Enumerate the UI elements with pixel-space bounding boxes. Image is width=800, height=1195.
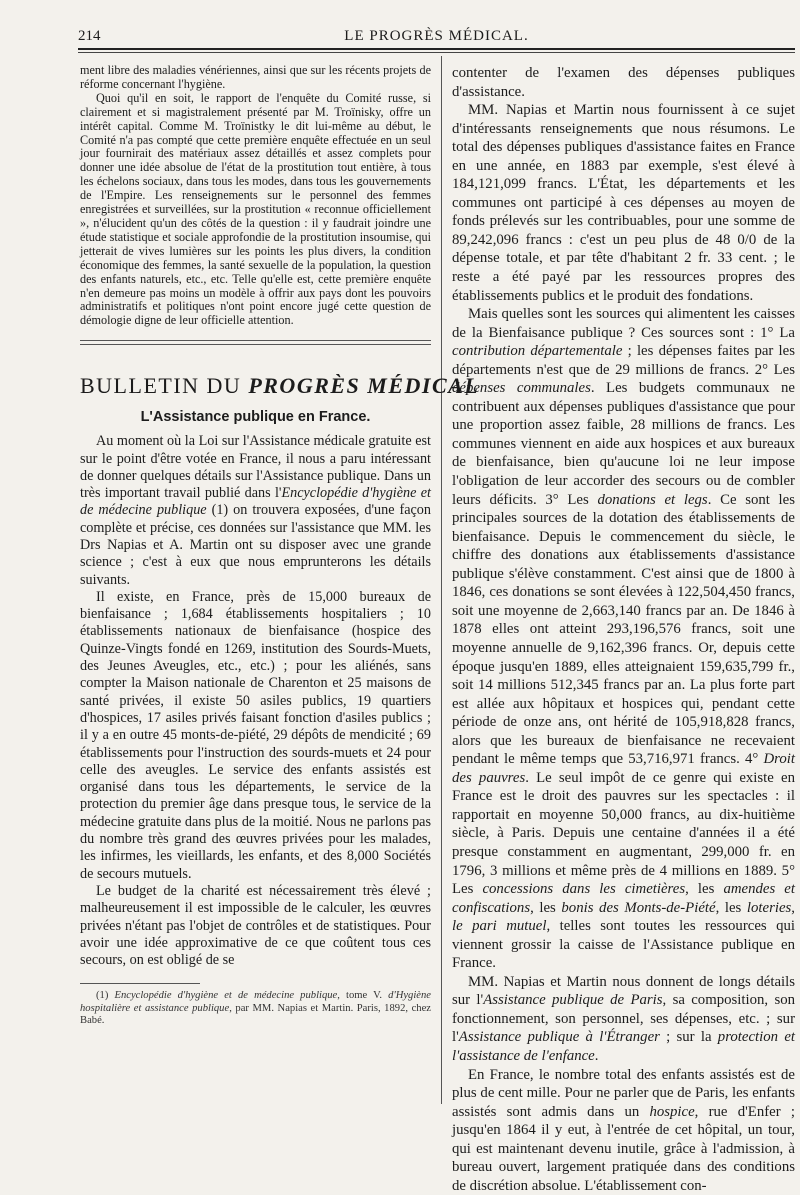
text-run: Mais quelles sont les sources qui alimentent les caisses de la Bienfaisance publique ? Ces sources sont : 1° La [452, 306, 795, 341]
right-column [452, 64, 795, 1195]
intro-paragraph-1: ment libre des maladies vénériennes, ainsi que sur les récents projets de réforme concernant l'hygiène. [80, 63, 431, 91]
bulletin-heading [80, 373, 480, 399]
text-run: , tome V. [337, 990, 389, 1002]
italic-run: le pari mutuel [452, 918, 547, 935]
text-run: (1) [96, 990, 115, 1002]
journal-title: LE PROGRÈS MÉDICAL. [344, 28, 529, 44]
text-run: . [594, 1047, 599, 1064]
text-run: Au moment où la Loi sur l'Assistance médicale gratuite est sur le point d'être votée en France, il nous a paru intéressant de donner quelques détails sur l'Assistance publique. Dans un très important travail publié dans l' [80, 433, 431, 502]
article-paragraph-1 [80, 433, 431, 589]
right-paragraph-1: contenter de l'examen des dépenses publiques d'assistance. [452, 65, 795, 100]
text-run: , sa composition, son fonctionnement, son personnel, ses dépenses, etc. ; sur l' [452, 992, 795, 1046]
italic-run: hospice [649, 1103, 695, 1120]
column-divider [441, 56, 442, 1104]
italic-run: bonis des Monts-de-Piété [561, 899, 716, 916]
text-run: . Ce sont les principales sources de la dotation des établissements de bienfaisance. Depuis le commencement du siècle, le chiffre des donations aux établissements d'assistance publique s'élève constamment. C'est ainsi que de 1800 à 1846, ces donations se sont élevées à 122,504,450 francs, soit une moyenne de 2,663,140 francs par an. De 1846 à 1878 elles ont atteint 293,196,576 francs, soit une moyenne annuelle de 9,162,396 francs. Or, depuis cette époque jusqu'en 1889, elles atteignaient 159,635,799 fr., soit 14 millions 512,345 francs par an. La plus forte part est allée aux hôpitaux et hospices qui, pendant cette période de onze ans, ont hérité de 105,918,828 francs, alors que les bureaux de bienfaisance ne recevaient pendant le même temps que 53,716,971 francs. 4° [452, 491, 795, 768]
bulletin-heading-italic: PROGRÈS MÉDICAL [248, 373, 480, 399]
italic-run: Assistance publique à l'Étranger [458, 1029, 660, 1046]
bulletin-heading-plain: BULLETIN DU [80, 373, 249, 399]
italic-run: contribution départementale [452, 343, 623, 360]
text-run: , les [685, 881, 724, 898]
italic-run: donations et legs [597, 491, 708, 508]
text-run: (1) on trouvera exposées, d'une façon complète et précise, ces données sur l'assistance que MM. les Drs Napias et A. Martin ont su disposer avec une grande science ; c'est à eux que nous emprunterons les détails suivants. [80, 502, 431, 588]
text-run: En France, le nombre total des enfants assistés est de plus de cent mille. Pour ne parler que de Paris, les enfants assistés sont admis dans un [452, 1066, 795, 1120]
header-rule-thin [78, 52, 795, 53]
italic-run: protection et l'assistance de l'enfance [452, 1029, 796, 1064]
intro-paragraph-2: Quoi qu'il en soit, le rapport de l'enquête du Comité russe, si clairement et si magistralement présenté par M. Troïnisky, offre un intérêt capital. Comme M. Troïnistky le dit lui-même au début, le Comité n'a pas compté que cette première enquête effectuée en un seul jour fournirait des matériaux assez détaillés et assez complets pour donner une idée absolue de l'état de la prostitution tout entière, à tous les échelons sociaux, dans tous les modes, dans tous les gouvernements de l'Empire. Les renseignements sur le personnel des femmes enregistrées et surveillées, sur la prostitution « reconnue officiellement », n'élucident qu'un des côtés de la question : il y faudrait joindre une étude statistique et sociale approfondie de la prostitution insoumise, qui jetterait de vives lumières sur les points les plus divers, la condition économique des femmes, la santé sexuelle de la population, la question des enfants naturels, etc., etc. Telle qu'elle est, cette première enquête n'en demeure pas moins un modèle à offrir aux pays dont les pouvoirs administratifs et politiques n'ont point encore jugé cette question de démologie digne de leur officielle attention. [80, 90, 431, 328]
header-rule [78, 48, 795, 50]
right-paragraph-4 [452, 973, 795, 1066]
italic-run: loteries [746, 899, 792, 916]
text-run: . Les budgets communaux ne contribuent aux dépenses publiques d'assistance que pour une proportion assez faible, 28 millions de francs. Les communes viennent en aide aux hospices et aux bureaux de bienfaisance, bien qu'aucune loi ne leur impose l'obligation de leur accorder des secours ou de combler leurs déficits. 3° Les [452, 380, 795, 508]
right-paragraph-2: MM. Napias et Martin nous fournissent à ce sujet d'intéressants renseignements que nous résumons. Le total des dépenses publiques d'assistance faites en France en une année, en 1883 par exemple, s'est élevé à 184,121,099 francs. L'État, les départements et les communes ont participé à ces dépenses au moyen de fonds prélevés sur les contribuables, pour une somme de 89,242,096 francs : c'est un peu plus de 48 0/0 de la dépense totale, et par tête d'habitant 2 fr. 33 cent. ; le reste a été payé par les ressources propres des établissements publics et le produit des fondations. [452, 102, 795, 304]
text-run: ; les dépenses faites par les départements n'est que de 29 millions de francs. 2° Les [452, 343, 795, 378]
italic-run: d'Hygiène hospitalière et assistance publique [80, 990, 431, 1014]
italic-run: Droit des pauvres [452, 751, 795, 786]
italic-run: Encyclopédie d'hygiène et de médecine publique [114, 990, 338, 1002]
article-paragraph-3: Le budget de la charité est nécessairement très élevé ; malheureusement il est impossible de le calculer, les œuvres privées n'étant pas l'objet de contrôles et de statistiques. Pour avoir une idée approximative de ce que coûtent tous ces secours, on est obligé de se [80, 882, 431, 969]
article-title: L'Assistance publique en France. [140, 409, 371, 426]
italic-run: Encyclopédie d'hygiène et de médecine publique [80, 485, 431, 519]
text-run: ; sur la [659, 1029, 718, 1046]
article-paragraph-2: Il existe, en France, près de 15,000 bureaux de bienfaisance ; 1,684 établissements hospitaliers ; 10 établissements nationaux de bienfaisance (hospice des Quinze-Vingts fondé en 1269, institution des Sourds-Muets, des Jeunes Aveugles, etc., etc.) ; pour les aliénés, sans compter la Maison nationale de Charenton et 25 maisons de santé privées, il existe 50 asiles publics, 19 quartiers d'hospices, 17 asiles privés faisant fonction d'asiles publics ; il y a en outre 45 monts-de-piété, 29 dépôts de mendicité ; 69 établissements pour l'instruction des sourds-muets et 24 pour celle des aveugles. Le service des enfants assistés est organisé dans tous les départements, le service de la protection du premier âge dans presque tous, le service de la médecine gratuite dans plus de la moitié. Nous ne parlons pas du nombre très grand des œuvres privées pour les malades, les infirmes, les vieillards, les enfants, et des 8,000 Sociétés de secours mutuels. [80, 588, 431, 882]
italic-run: Assistance publique de Paris [483, 992, 663, 1009]
text-run: , par MM. Napias et Martin. Paris, 1892, chez Babé. [80, 1002, 431, 1027]
footnote-rule [80, 983, 200, 984]
text-run: . Le seul impôt de ce genre qui existe en France est le droit des pauvres sur les spectacles : il rapportait en moyenne 50,000 francs, au dix-huitième siècle, à Paris. Depuis une centaine d'années il a été presque constamment en augmentant, 299,000 fr. en 1796, 3 millions et même près de 4 millions en 1889. 5° Les [452, 769, 795, 898]
text-run: , rue d'Enfer ; jusqu'en 1864 il y eut, à l'entrée de cet hôpital, un tour, qui est maintenant devenu inutile, grâce à l'admission, à bureau ouvert, largement pratiquée dans des conditions de discrétion absolue. L'établissement con- [452, 1103, 795, 1194]
text-run: , les [715, 899, 747, 916]
section-rule [80, 340, 431, 341]
footnote [80, 990, 431, 1027]
italic-run: concessions dans les cimetières [482, 881, 686, 898]
running-header [78, 28, 795, 50]
text-run: MM. Napias et Martin nous donnent de longs détails sur l' [452, 973, 795, 1009]
section-rule-thin [80, 344, 431, 345]
text-run: , les [530, 899, 562, 916]
italic-run: dépenses communales [452, 380, 591, 397]
italic-run: amendes et confiscations [452, 881, 795, 916]
right-paragraph-3 [452, 305, 795, 973]
left-column [80, 63, 480, 1028]
right-paragraph-5 [452, 1066, 795, 1195]
text-run: , telles sont toutes les ressources qui viennent grossir la caisse de l'Assistance publique en France. [452, 918, 795, 972]
page-number: 214 [78, 28, 101, 44]
text-run: , [791, 899, 795, 916]
